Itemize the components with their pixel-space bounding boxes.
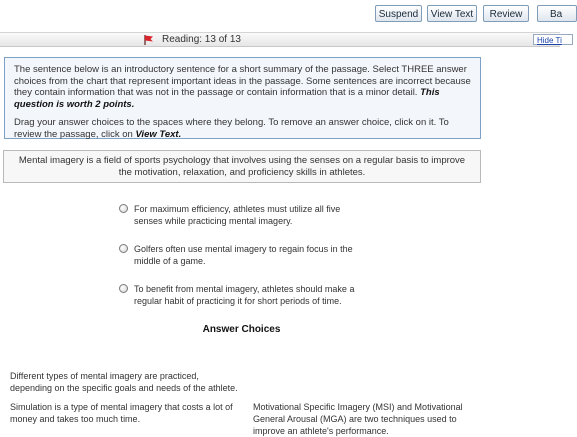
review-button[interactable]: Review: [483, 5, 529, 22]
radio-icon: [119, 284, 128, 293]
summary-slot-text[interactable]: Golfers often use mental imagery to regain focus in the middle of a game.: [134, 244, 353, 266]
view-text-reference: View Text.: [135, 128, 182, 140]
points-note: This question is worth 2 points.: [14, 87, 440, 110]
answer-choice[interactable]: Different types of mental imagery are practiced, depending on the specific goals and needs of the athlete.: [10, 371, 238, 393]
answer-choice[interactable]: Motivational Specific Imagery (MSI) and Motivational General Arousal (MGA) are two techniques used to improve an athlete's performance.: [253, 402, 463, 436]
back-button[interactable]: Ba: [537, 5, 577, 22]
status-bar: [0, 32, 560, 47]
instructions-box: [4, 57, 481, 139]
intro-sentence: Mental imagery is a field of sports psychology that involves using the senses on a regular basis to improve the motivation, relaxation, and proficiency skills in athletes.: [3, 150, 481, 183]
instructions-text: [14, 64, 471, 110]
suspend-button[interactable]: Suspend: [375, 5, 422, 22]
instructions-paragraph: The sentence below is an introductory sentence for a short summary of the passage. Select THREE answer choices from the chart that represent important ideas in the passage. Some sentences are incorrect because they contain information that was not in the passage or contain information that is a minor detail.: [14, 64, 471, 98]
reading-progress: Reading: 13 of 13: [162, 34, 241, 45]
drag-instructions: [14, 117, 471, 140]
summary-slot-text[interactable]: To benefit from mental imagery, athletes should make a regular habit of practicing it for short periods of time.: [134, 284, 355, 306]
view-text-button[interactable]: View Text: [427, 5, 477, 22]
flag-icon: [143, 34, 155, 46]
radio-icon: [119, 204, 128, 213]
top-toolbar: [0, 0, 563, 28]
answer-choice[interactable]: Simulation is a type of mental imagery that costs a lot of money and takes too much time.: [10, 402, 233, 424]
hide-time-button[interactable]: Hide Ti: [533, 34, 573, 45]
radio-icon: [119, 244, 128, 253]
drag-instructions-text: Drag your answer choices to the spaces where they belong. To remove an answer choice, click on it. To review the passage, click on: [14, 117, 449, 140]
answer-choices-heading: Answer Choices: [202, 324, 281, 335]
summary-slot-text[interactable]: For maximum efficiency, athletes must utilize all five senses while practicing mental imagery.: [134, 204, 341, 226]
